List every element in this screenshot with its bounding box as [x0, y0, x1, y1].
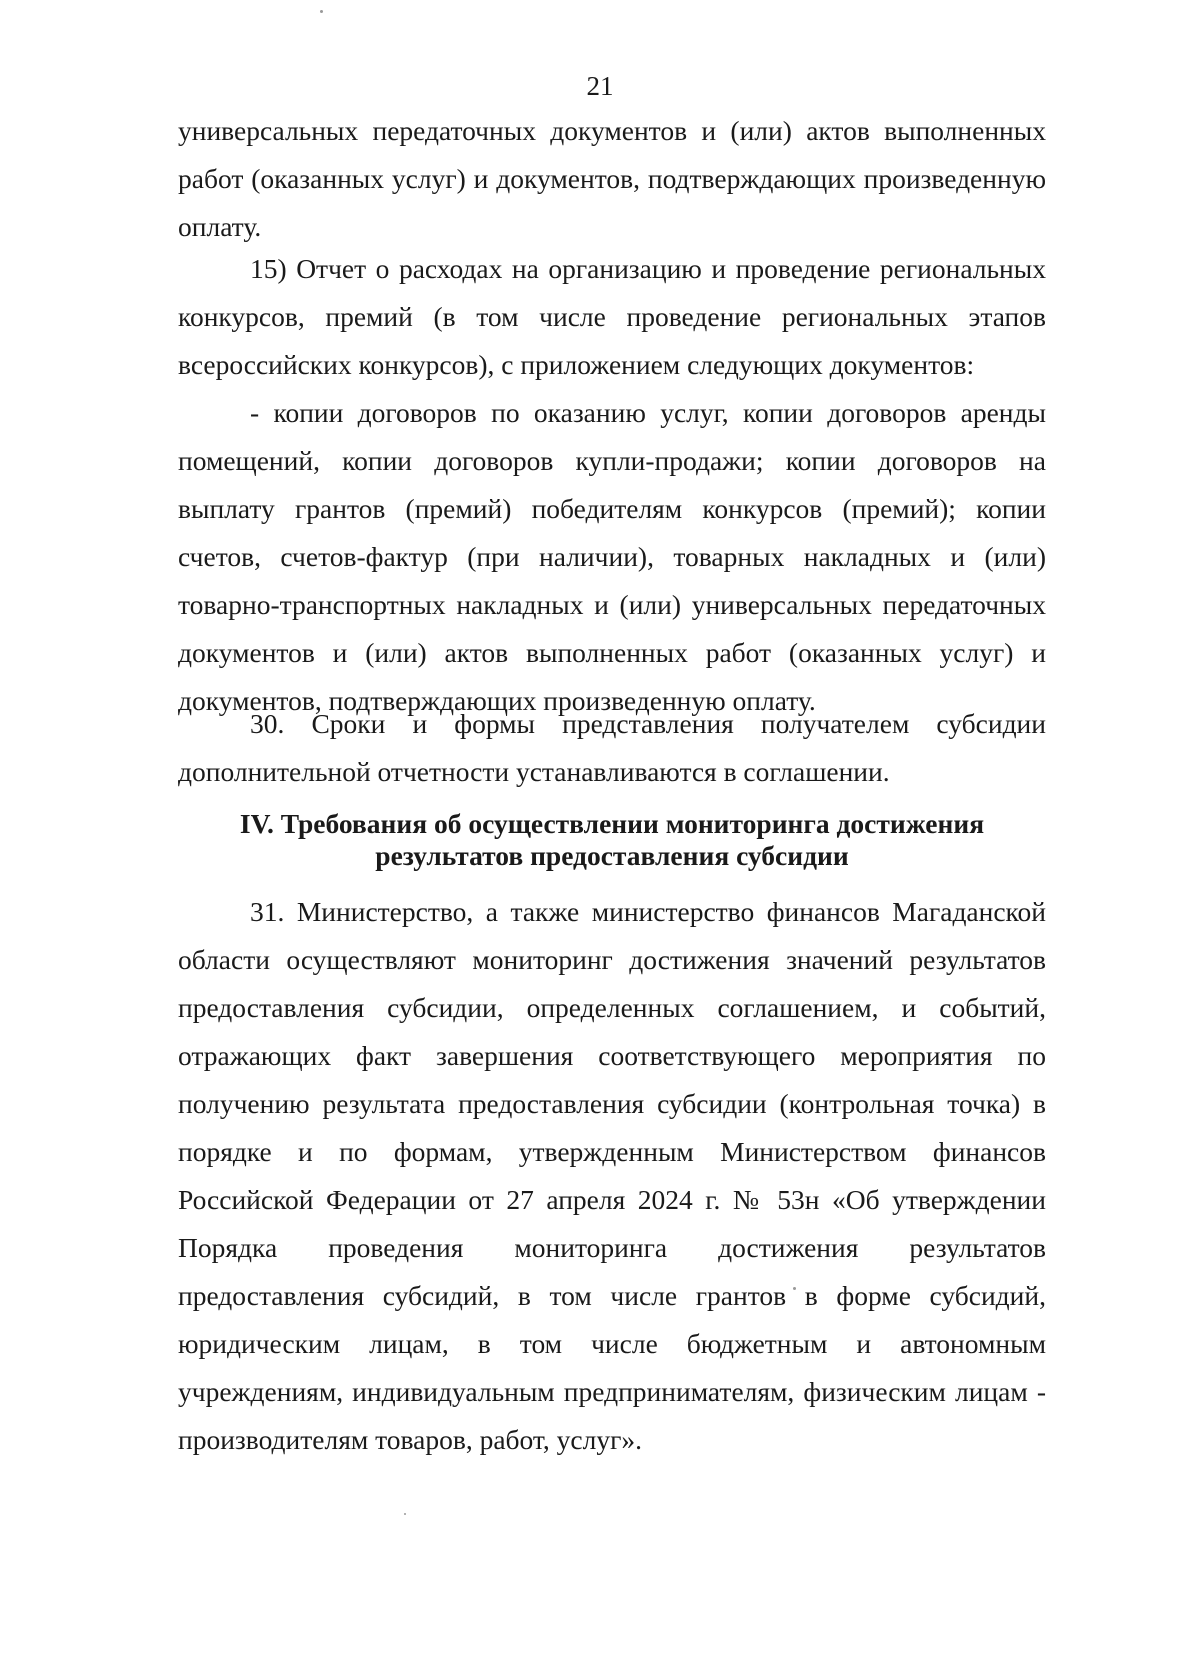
paragraph-item-15-documents-list	[178, 389, 1046, 725]
paragraph-text: 15) Отчет о расходах на организацию и проведение региональных конкурсов, премий (в том числе проведение региональных этапов всероссийских конкурсов), с приложением следующих документов:	[178, 253, 1046, 380]
paragraph-text: - копии договоров по оказанию услуг, копии договоров аренды помещений, копии договоров купли-продажи; копии договоров на выплату грантов (премий) победителям конкурсов (премий); копии счетов, счетов-фактур (при наличии), товарных накладных и (или) товарно-транспортных накладных и (или) универсальных передаточных документов и (или) актов выполненных работ (оказанных услуг) и документов, подтверждающих произведенную оплату.	[178, 397, 1046, 716]
scan-speck	[404, 1513, 406, 1515]
paragraph-text: 30. Сроки и формы представления получателем субсидии дополнительной отчетности устанавливаются в соглашении.	[178, 708, 1046, 787]
paragraph-item-31	[178, 888, 1046, 1464]
section-heading-line-2: результатов предоставления субсидии	[375, 840, 849, 871]
section-heading-line-1: IV. Требования об осуществлении мониторинга достижения	[239, 808, 985, 839]
paragraph-continuation	[178, 107, 1046, 251]
scan-speck	[320, 10, 323, 13]
section-heading	[178, 808, 1046, 872]
page-number: 21	[586, 71, 614, 101]
paragraph-item-30	[178, 700, 1046, 796]
paragraph-item-15	[178, 245, 1046, 389]
paragraph-text: 31. Министерство, а также министерство финансов Магаданской области осуществляют мониторинг достижения значений результатов предоставления субсидии, определенных соглашением, и событий, отражающих факт завершения соответствующего мероприятия по получению результата предоставления субсидии (контрольная точка) в порядке и по формам, утвержденным Министерством финансов Российской Федерации от 27 апреля 2024 г. № 53н «Об утверждении Порядка проведения мониторинга достижения результатов предоставления субсидий, в том числе грантов в форме субсидий, юридическим лицам, в том числе бюджетным и автономным учреждениям, индивидуальным предпринимателям, физическим лицам - производителям товаров, работ, услуг».	[178, 896, 1046, 1455]
paragraph-text: универсальных передаточных документов и (или) актов выполненных работ (оказанных услуг) и документов, подтверждающих произведенную оплату.	[178, 115, 1046, 242]
